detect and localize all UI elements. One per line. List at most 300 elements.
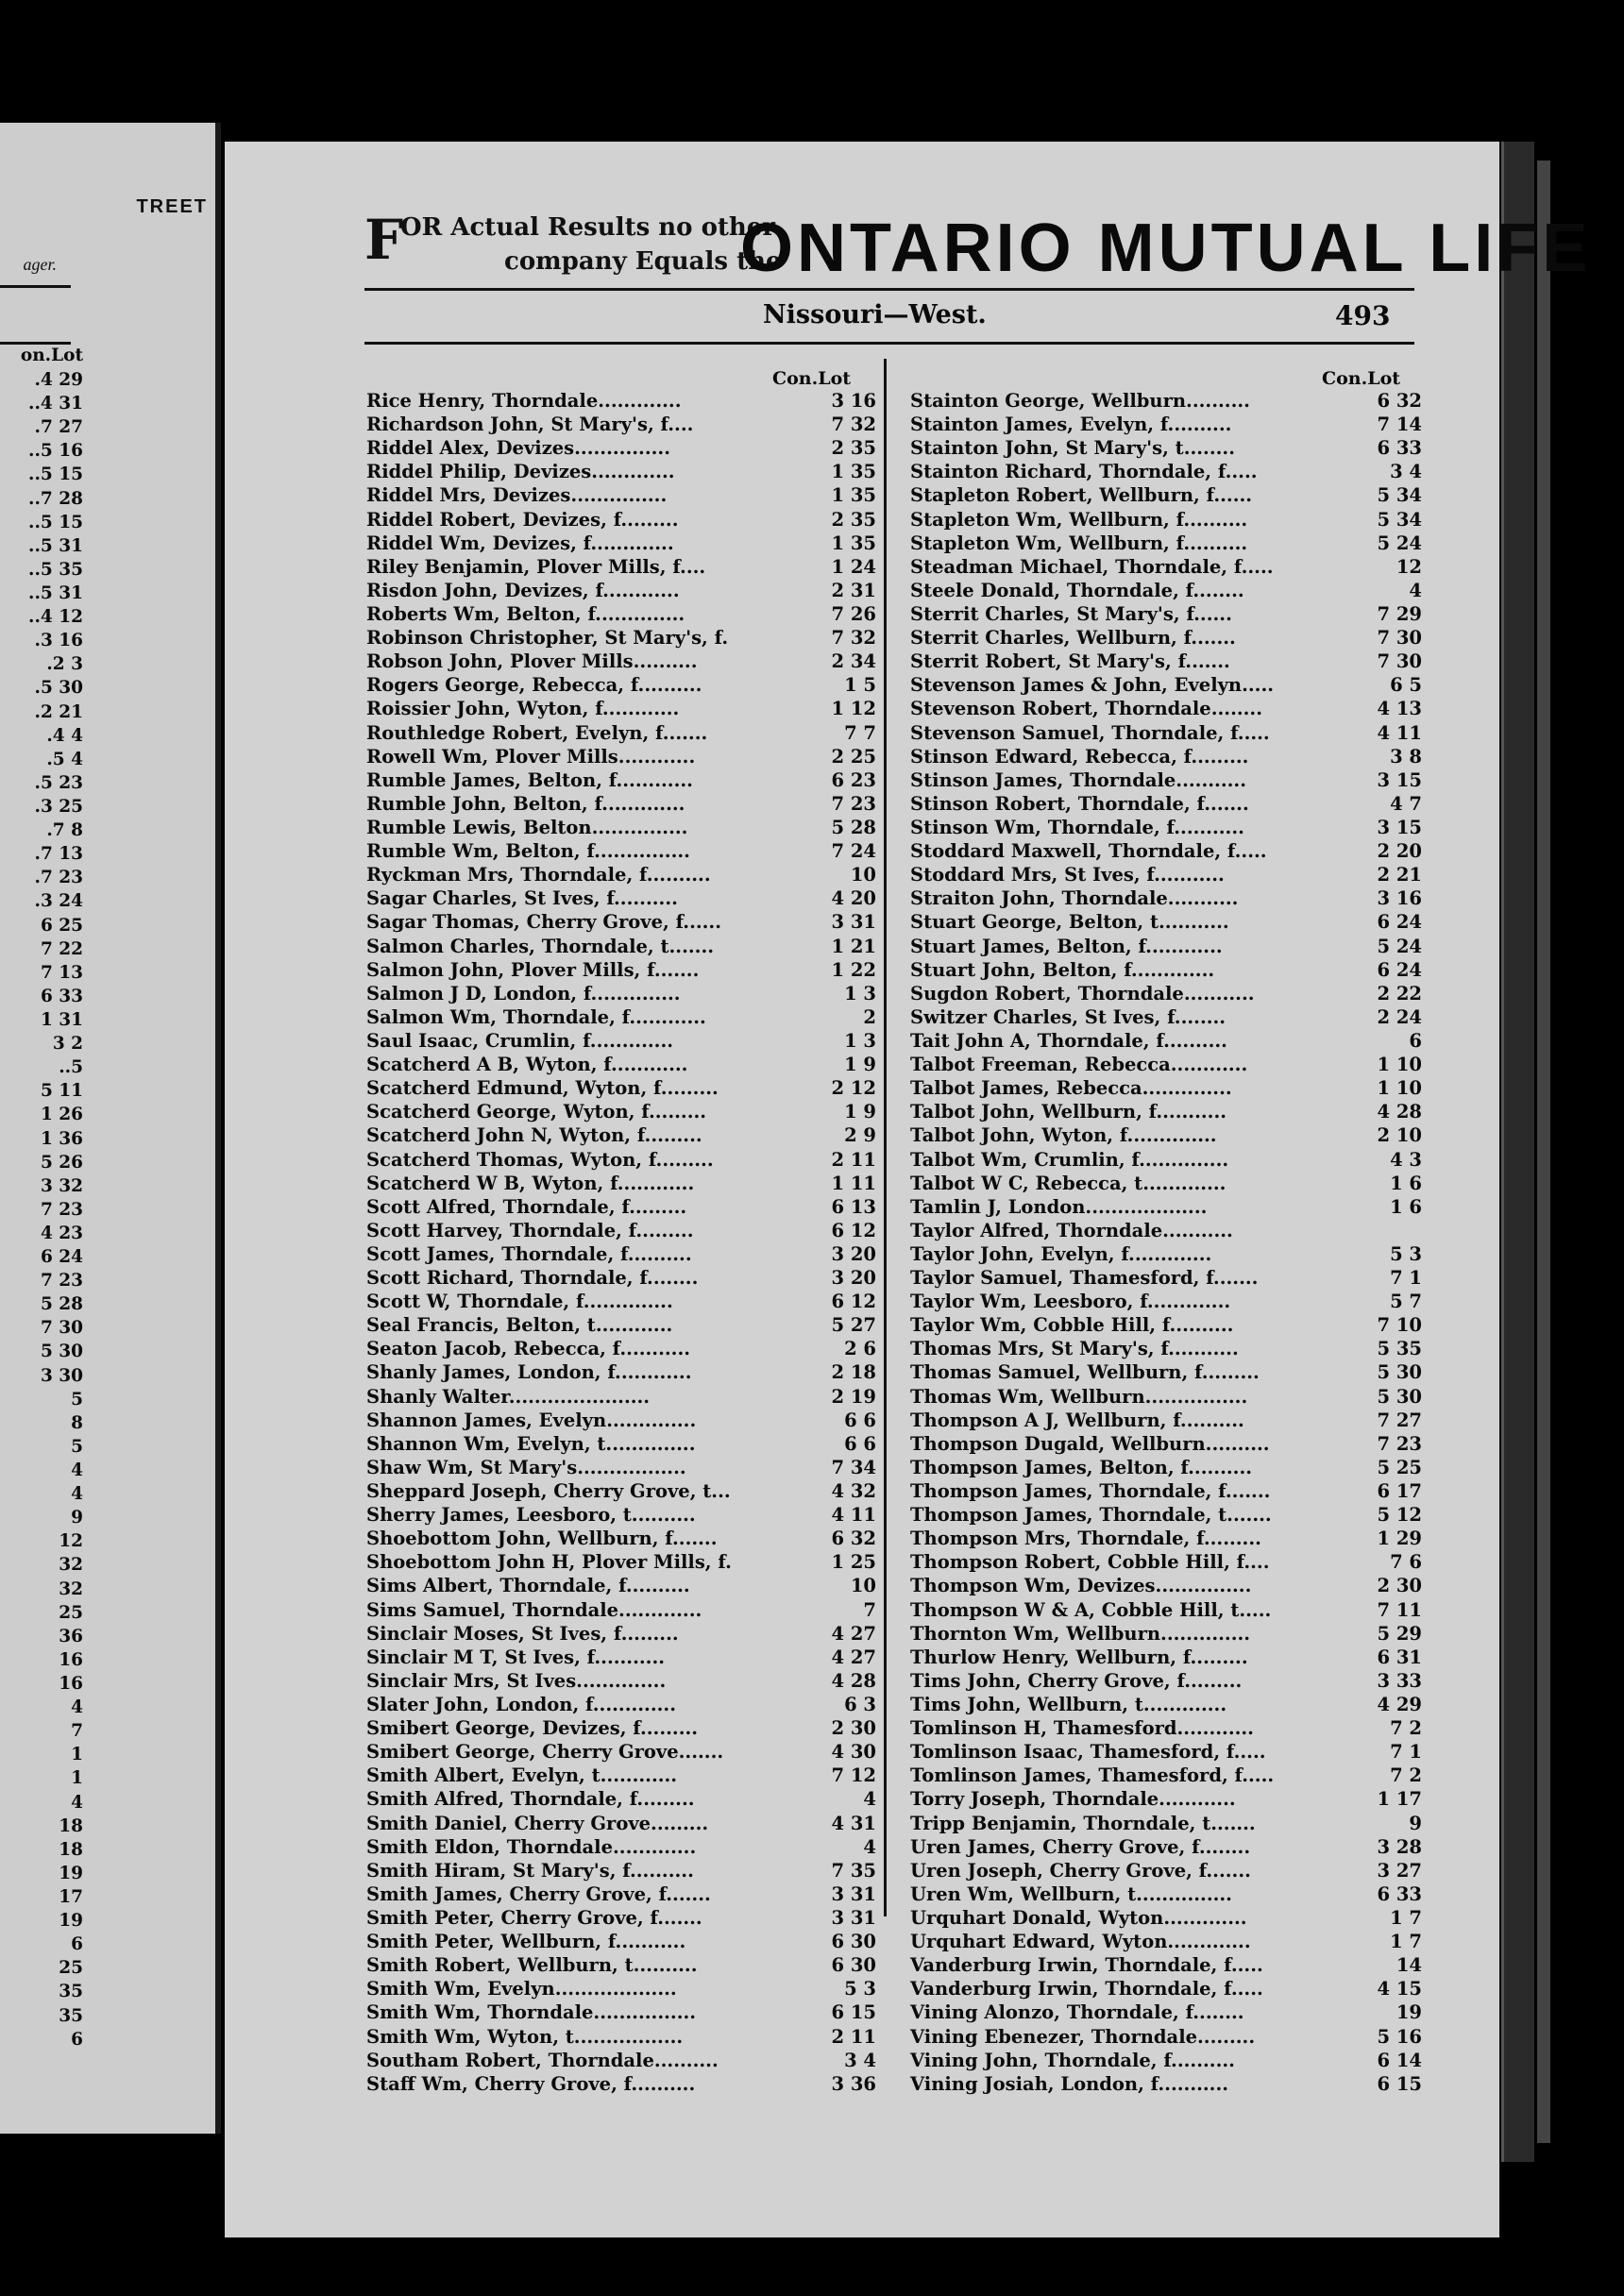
entry-con-lot: 4 29 [1377,1694,1422,1716]
entry-name: Thomas Wm, Wellburn................ [910,1385,1248,1408]
directory-entry [366,555,876,579]
entry-con-lot: 1 11 [831,1172,876,1194]
entry-name: Scatcherd A B, Wyton, f............ [366,1054,688,1076]
directory-entry [366,1337,876,1360]
entry-con-lot: 5 34 [1377,508,1422,531]
directory-entry [910,910,1422,934]
previous-page-entry: 16 [59,1649,83,1670]
directory-entry [366,1930,876,1953]
directory-page [225,142,1592,2237]
entry-name: Thompson Mrs, Thorndale, f......... [910,1528,1261,1550]
entry-name: Stinson Robert, Thorndale, f....... [910,792,1249,815]
directory-entry [366,816,876,839]
directory-entry [910,650,1422,673]
entry-name: Thompson James, Thorndale, t....... [910,1504,1272,1527]
previous-page-entry: 3 32 [40,1175,83,1196]
entry-con-lot: 2 35 [831,508,876,531]
entry-con-lot: 4 [863,1788,876,1811]
previous-page-entry: .7 27 [34,417,83,438]
previous-page-entry: ..5 15 [28,512,83,532]
previous-page-entry: 1 [71,1745,83,1765]
entry-con-lot: 2 18 [831,1361,876,1384]
previous-page-entry: 32 [59,1555,83,1576]
entry-name: Southam Robert, Thorndale.......... [366,2049,719,2071]
entry-con-lot: 2 21 [1377,864,1422,886]
entry-name: Talbot John, Wellburn, f........... [910,1101,1227,1123]
entry-name: Stinson Edward, Rebecca, f......... [910,745,1249,768]
entry-con-lot: 7 26 [831,602,876,625]
entry-name: Saul Isaac, Crumlin, f............. [366,1029,674,1052]
entry-name: Tripp Benjamin, Thorndale, t....... [910,1812,1256,1834]
entry-con-lot: 4 [863,1835,876,1858]
entry-name: Thomas Samuel, Wellburn, f......... [910,1361,1260,1384]
directory-entry [910,2072,1422,2096]
directory-entry [910,2025,1422,2049]
previous-page-list [0,368,83,2051]
entry-con-lot: 1 35 [831,461,876,483]
entry-name: Urquhart Edward, Wyton............. [910,1931,1251,1953]
directory-entry [910,1148,1422,1172]
entry-con-lot: 6 15 [1377,2072,1422,2095]
entry-name: Switzer Charles, St Ives, f........ [910,1005,1226,1028]
entry-con-lot: 2 11 [831,1148,876,1171]
header-rule [364,342,1414,345]
entry-name: Sims Albert, Thorndale, f.......... [366,1575,690,1597]
entry-con-lot: 10 [850,1575,876,1597]
directory-entry [366,2049,876,2072]
entry-name: Stainton John, St Mary's, t........ [910,437,1236,460]
directory-entry [910,1503,1422,1527]
entry-con-lot: 1 6 [1390,1195,1422,1218]
entry-name: Uren Joseph, Cherry Grove, f....... [910,1859,1251,1882]
directory-entry [910,579,1422,602]
directory-entry [910,602,1422,626]
previous-page-entry: 16 [59,1674,83,1695]
previous-page-entry: 5 [71,1389,83,1410]
previous-page-entry: 5 11 [40,1081,83,1102]
entry-con-lot: 4 20 [831,887,876,910]
entry-name: Stainton Richard, Thorndale, f..... [910,461,1258,483]
previous-page-entry: 1 26 [40,1105,83,1125]
entry-name: Roissier John, Wyton, f............ [366,698,680,720]
entry-name: Robson John, Plover Mills.......... [366,650,698,673]
entry-name: Taylor Samuel, Thamesford, f....... [910,1267,1259,1290]
directory-entry [366,1764,876,1787]
previous-page-entry: ..5 16 [28,441,83,462]
entry-con-lot: 3 4 [1390,461,1422,483]
entry-con-lot: 2 11 [831,2025,876,2048]
entry-con-lot: 7 2 [1390,1717,1422,1740]
directory-entry [366,1527,876,1550]
entry-con-lot: 1 24 [831,555,876,578]
previous-page-entry: 7 23 [40,1199,83,1220]
entry-name: Shanly Walter...................... [366,1385,651,1408]
entry-con-lot: 7 29 [1377,602,1422,625]
entry-con-lot: 12 [1396,555,1422,578]
entry-con-lot: 6 24 [1377,958,1422,981]
entry-name: Sterrit Charles, St Mary's, f...... [910,602,1232,625]
entry-name: Taylor John, Evelyn, f............. [910,1242,1212,1265]
directory-entry [910,626,1422,650]
entry-name: Riddel Robert, Devizes, f......... [366,508,679,531]
directory-entry [910,2049,1422,2072]
entry-name: Riddel Wm, Devizes, f............. [366,532,674,554]
entry-con-lot: 1 9 [844,1054,876,1076]
directory-entry [366,1219,876,1242]
entry-con-lot: 5 16 [1377,2025,1422,2048]
previous-page-entry: 3 2 [52,1034,83,1055]
entry-name: Stuart George, Belton, t........... [910,911,1229,934]
entry-con-lot: 7 32 [831,414,876,436]
entry-con-lot: 10 [850,864,876,886]
entry-name: Rumble Wm, Belton, f............... [366,840,690,863]
previous-page-entry: 5 28 [40,1294,83,1315]
entry-name: Tait John A, Thorndale, f.......... [910,1029,1227,1052]
directory-entry [366,389,876,413]
entry-name: Rowell Wm, Plover Mills............ [366,745,696,768]
directory-entry [910,389,1422,413]
directory-entry [366,2072,876,2096]
previous-page-entry: 6 24 [40,1247,83,1268]
entry-name: Stoddard Maxwell, Thorndale, f..... [910,840,1267,863]
entry-name: Thompson Robert, Cobble Hill, f.... [910,1551,1270,1574]
previous-page-entry: 7 13 [40,962,83,983]
previous-page-entry: ..4 12 [28,607,83,628]
directory-entry [366,1005,876,1029]
entry-name: Vining Alonzo, Thorndale, f........ [910,2001,1244,2024]
directory-entry [366,745,876,768]
entry-con-lot: 4 [1409,579,1422,601]
entry-con-lot: 1 9 [844,1101,876,1123]
directory-entry [910,1787,1422,1811]
directory-entry [910,1219,1422,1242]
directory-entry [366,1242,876,1266]
entry-con-lot: 3 4 [844,2049,876,2071]
page-number: 493 [1335,300,1391,331]
entry-name: Scott Richard, Thorndale, f........ [366,1267,699,1290]
directory-entry [366,792,876,816]
previous-page [0,123,221,2134]
entry-name: Scatcherd John N, Wyton, f......... [366,1124,702,1147]
entry-name: Thompson A J, Wellburn, f.......... [910,1409,1244,1431]
entry-name: Smith Wm, Thorndale................ [366,2001,697,2024]
entry-con-lot: 2 19 [831,1385,876,1408]
entry-con-lot: 2 31 [831,579,876,601]
previous-page-entry: 7 22 [40,938,83,959]
entry-con-lot: 5 3 [844,1978,876,2001]
entry-con-lot: 1 35 [831,484,876,507]
entry-con-lot: 2 9 [844,1124,876,1147]
directory-entry [910,1835,1422,1859]
previous-page-entry: 4 [71,1460,83,1481]
directory-entry [366,1598,876,1622]
entry-con-lot: 4 11 [831,1504,876,1527]
directory-entry [910,1812,1422,1835]
advertisement-banner [364,208,1624,312]
column-divider [884,359,887,1916]
entry-con-lot: 3 16 [1377,887,1422,910]
entry-name: Talbot James, Rebecca.............. [910,1077,1232,1100]
directory-entry [910,1172,1422,1195]
entry-name: Roberts Wm, Belton, f.............. [366,602,685,625]
previous-page-entry: 6 33 [40,986,83,1006]
previous-page-entry: 18 [59,1815,83,1836]
entry-con-lot: 6 32 [1377,390,1422,412]
entry-name: Thompson Wm, Devizes............... [910,1575,1252,1597]
entry-con-lot: 2 25 [831,745,876,768]
entry-name: Smith Daniel, Cherry Grove......... [366,1812,709,1834]
directory-entry [366,721,876,745]
directory-entry [910,673,1422,697]
entry-name: Torry Joseph, Thorndale............ [910,1788,1236,1811]
previous-page-entry: .3 25 [34,796,83,817]
entry-con-lot: 14 [1396,1954,1422,1977]
entry-name: Sinclair Mrs, St Ives.............. [366,1669,667,1692]
directory-entry [910,697,1422,720]
entry-name: Stoddard Mrs, St Ives, f........... [910,864,1225,886]
entry-con-lot: 6 15 [831,2001,876,2024]
directory-entry [366,673,876,697]
entry-name: Vanderburg Irwin, Thorndale, f..... [910,1978,1263,2001]
entry-con-lot: 3 16 [831,390,876,412]
previous-page-entry: ..5 31 [28,535,83,556]
entry-con-lot: 1 17 [1377,1788,1422,1811]
entry-name: Thompson Dugald, Wellburn.......... [910,1432,1270,1455]
entry-name: Thompson James, Belton, f.......... [910,1456,1253,1478]
entry-name: Sugdon Robert, Thorndale........... [910,982,1255,1004]
entry-con-lot: 7 12 [831,1764,876,1787]
entry-name: Riddel Alex, Devizes............... [366,437,670,460]
entry-con-lot: 5 24 [1377,935,1422,957]
directory-entry [366,1456,876,1479]
entry-name: Tomlinson Isaac, Thamesford, f..... [910,1741,1266,1764]
previous-page-entry: 4 [71,1484,83,1505]
entry-name: Shanly James, London, f............ [366,1361,692,1384]
entry-name: Tamlin J, London................... [910,1195,1208,1218]
directory-entry [910,1859,1422,1882]
entry-name: Tims John, Wellburn, t............. [910,1694,1227,1716]
directory-entry [910,745,1422,768]
directory-entry [366,436,876,460]
entry-name: Tims John, Cherry Grove, f......... [910,1669,1243,1692]
entry-name: Smith Wm, Evelyn................... [366,1978,677,2001]
directory-entry [366,1076,876,1100]
directory-entry [910,1716,1422,1740]
entry-con-lot: 4 11 [1377,721,1422,744]
entry-con-lot: 7 1 [1390,1741,1422,1764]
directory-entry [366,1716,876,1740]
entry-name: Smith Hiram, St Mary's, f.......... [366,1859,694,1882]
previous-page-entry: 18 [59,1839,83,1860]
left-directory-column [366,389,876,2096]
previous-page-entry: 25 [59,1602,83,1623]
directory-entry [366,1977,876,2001]
directory-entry [366,958,876,982]
entry-name: Stevenson Robert, Thorndale........ [910,698,1263,720]
directory-entry [366,579,876,602]
directory-entry [910,483,1422,507]
entry-con-lot: 1 7 [1390,1907,1422,1929]
previous-page-entry: 17 [59,1887,83,1907]
entry-name: Talbot Freeman, Rebecca............ [910,1054,1248,1076]
entry-con-lot: 7 30 [1377,650,1422,673]
entry-con-lot: 3 15 [1377,768,1422,791]
previous-page-entry: .4 29 [34,370,83,390]
entry-con-lot: 3 31 [831,1907,876,1929]
entry-name: Routhledge Robert, Evelyn, f....... [366,721,708,744]
entry-name: Risdon John, Devizes, f............ [366,579,680,601]
directory-entry [366,1385,876,1409]
entry-con-lot: 6 6 [844,1409,876,1431]
entry-name: Smith Alfred, Thorndale, f......... [366,1788,695,1811]
previous-page-entry: 6 25 [40,915,83,936]
directory-entry [366,1266,876,1290]
directory-entry [910,532,1422,555]
entry-name: Scott James, Thorndale, f.......... [366,1242,692,1265]
entry-name: Scatcherd Thomas, Wyton, f......... [366,1148,714,1171]
entry-con-lot: 7 14 [1377,414,1422,436]
directory-entry [910,792,1422,816]
entry-name: Sherry James, Leesboro, t.......... [366,1504,696,1527]
directory-entry [910,721,1422,745]
entry-name: Stuart John, Belton, f............. [910,958,1215,981]
entry-name: Thomas Mrs, St Mary's, f........... [910,1338,1239,1360]
entry-name: Stapleton Robert, Wellburn, f...... [910,484,1253,507]
entry-con-lot: 6 [1409,1029,1422,1052]
page-edge [1501,142,1534,2162]
entry-name: Smith Peter, Wellburn, f........... [366,1931,686,1953]
directory-entry [366,602,876,626]
directory-entry [366,1693,876,1716]
directory-entry [366,1479,876,1503]
entry-con-lot: 3 31 [831,1882,876,1905]
previous-page-entry: .7 23 [34,868,83,888]
directory-entry [910,508,1422,532]
entry-name: Stevenson Samuel, Thorndale, f..... [910,721,1270,744]
directory-entry [910,1337,1422,1360]
directory-entry [910,1100,1422,1123]
banner-line-1: OR Actual Results no other [400,213,776,242]
entry-name: Scatcherd Edmund, Wyton, f......... [366,1077,719,1100]
entry-name: Stapleton Wm, Wellburn, f.......... [910,508,1248,531]
previous-page-entry: 7 23 [40,1271,83,1292]
entry-con-lot: 7 2 [1390,1764,1422,1787]
directory-entry [910,1574,1422,1597]
previous-page-entry: 12 [59,1531,83,1552]
entry-con-lot: 6 12 [831,1219,876,1241]
previous-page-column-header: on.Lot [20,346,83,365]
entry-name: Seal Francis, Belton, t............ [366,1314,673,1337]
entry-con-lot: 6 31 [1377,1646,1422,1668]
entry-name: Sinclair Moses, St Ives, f......... [366,1622,679,1645]
entry-name: Vining John, Thorndale, f.......... [910,2049,1235,2071]
entry-name: Taylor Wm, Leesboro, f............. [910,1291,1231,1313]
entry-con-lot: 4 7 [1390,792,1422,815]
entry-con-lot: 1 29 [1377,1528,1422,1550]
entry-con-lot: 3 20 [831,1242,876,1265]
previous-page-entry: 4 [71,1792,83,1813]
entry-name: Sterrit Charles, Wellburn, f....... [910,627,1236,650]
entry-name: Salmon Charles, Thorndale, t....... [366,935,715,957]
directory-entry [910,816,1422,839]
directory-entry [366,1740,876,1764]
entry-name: Stapleton Wm, Wellburn, f.......... [910,532,1248,554]
entry-name: Slater John, London, f............. [366,1694,677,1716]
directory-entry [910,886,1422,910]
previous-page-entry: .5 23 [34,772,83,793]
previous-page-entry: 35 [59,1982,83,2002]
entry-con-lot: 6 13 [831,1195,876,1218]
banner-title: ONTARIO MUTUAL LIFE [740,211,1592,286]
previous-page-entry: 25 [59,1958,83,1979]
entry-name: Staff Wm, Cherry Grove, f.......... [366,2072,696,2095]
entry-con-lot: 6 5 [1390,674,1422,697]
entry-con-lot: 1 21 [831,935,876,957]
entry-name: Vining Ebenezer, Thorndale......... [910,2025,1256,2048]
previous-page-entry: 3 30 [40,1365,83,1386]
directory-entry [910,1479,1422,1503]
entry-name: Sterrit Robert, St Mary's, f....... [910,650,1230,673]
entry-con-lot: 2 20 [1377,840,1422,863]
directory-entry [366,1432,876,1456]
right-column-header: Con.Lot [1322,368,1401,389]
previous-page-entry: .3 24 [34,891,83,912]
entry-name: Smith Albert, Evelyn, t............ [366,1764,678,1787]
entry-name: Seaton Jacob, Rebecca, f........... [366,1338,691,1360]
directory-entry [366,1550,876,1574]
directory-entry [366,532,876,555]
entry-name: Stuart James, Belton, f............ [910,935,1223,957]
right-directory-column [910,389,1422,2096]
previous-page-entry: 7 [71,1721,83,1742]
directory-entry [910,1195,1422,1219]
page-edge [1537,160,1550,2143]
directory-entry [910,1123,1422,1147]
entry-con-lot: 4 32 [831,1480,876,1503]
directory-entry [366,1953,876,1977]
entry-con-lot: 4 3 [1390,1148,1422,1171]
banner-initial: F [364,208,404,272]
directory-entry [366,1360,876,1384]
entry-name: Scott Alfred, Thorndale, f......... [366,1195,687,1218]
entry-name: Salmon J D, London, f.............. [366,982,681,1004]
entry-name: Smith Peter, Cherry Grove, f....... [366,1907,702,1929]
previous-page-entry: 8 [71,1412,83,1433]
directory-entry [366,1290,876,1313]
entry-name: Sheppard Joseph, Cherry Grove, t... [366,1480,731,1503]
previous-page-entry: ..4 31 [28,394,83,414]
entry-con-lot: 1 25 [831,1551,876,1574]
entry-con-lot: 4 28 [1377,1101,1422,1123]
entry-con-lot: 7 27 [1377,1409,1422,1431]
entry-name: Rogers George, Rebecca, f.......... [366,674,702,697]
entry-con-lot: 1 3 [844,1029,876,1052]
previous-page-header: TREET [136,196,208,217]
entry-con-lot: 5 24 [1377,532,1422,554]
directory-entry [366,483,876,507]
entry-name: Urquhart Donald, Wyton............. [910,1907,1247,1929]
directory-entry [910,1266,1422,1290]
directory-entry [366,1812,876,1835]
directory-entry [366,1053,876,1076]
entry-name: Shannon James, Evelyn.............. [366,1409,697,1431]
entry-con-lot: 2 35 [831,437,876,460]
entry-name: Scott W, Thorndale, f.............. [366,1291,673,1313]
entry-name: Robinson Christopher, St Mary's, f. [366,627,729,650]
directory-entry [910,1053,1422,1076]
entry-con-lot: 5 35 [1377,1338,1422,1360]
entry-con-lot: 7 23 [1377,1432,1422,1455]
